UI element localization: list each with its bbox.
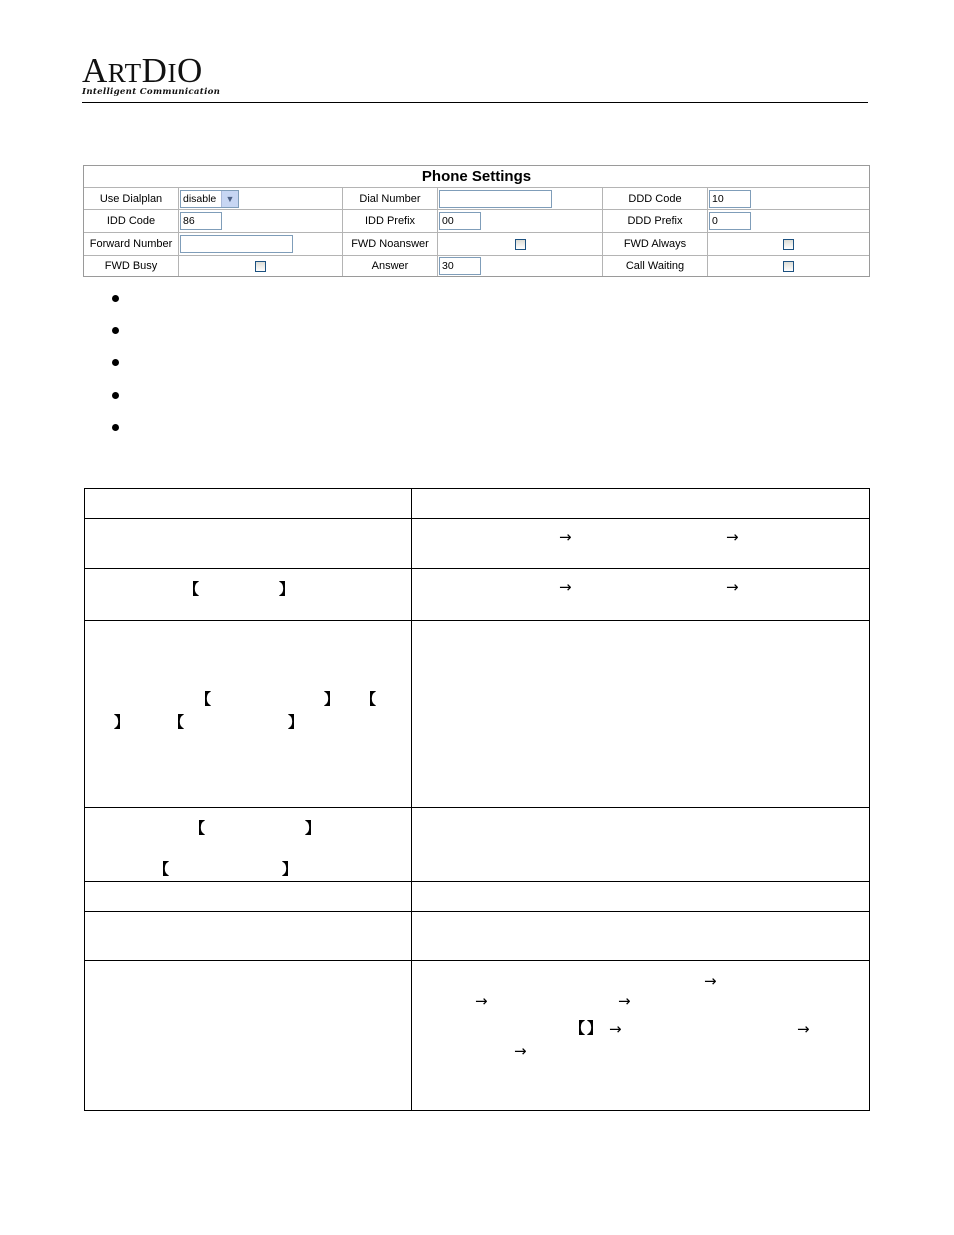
- bullet-point: [112, 359, 119, 366]
- bullet-point: [112, 327, 119, 334]
- right-bracket: 】: [305, 819, 321, 837]
- left-bracket: 【: [154, 860, 170, 878]
- phone-settings-form: [83, 165, 870, 277]
- use-dialplan-select[interactable]: [180, 190, 239, 208]
- artdio-logo: [82, 52, 222, 102]
- left-bracket: 【: [184, 580, 200, 598]
- idd-code-input[interactable]: [180, 212, 222, 230]
- fwd-noanswer-label: FWD Noanswer: [342, 232, 437, 255]
- arrow-right-icon: →: [797, 1020, 810, 1038]
- left-bracket: 【: [169, 713, 185, 731]
- left-bracket: 【: [570, 1019, 586, 1037]
- answer-cell: [437, 255, 602, 276]
- call-waiting-cell: [707, 255, 869, 276]
- arrow-right-icon: →: [726, 528, 739, 546]
- answer-label: Answer: [342, 255, 437, 276]
- table-row-divider: [84, 620, 870, 621]
- arrow-right-icon: →: [514, 1042, 527, 1060]
- call-waiting-checkbox[interactable]: [783, 261, 794, 272]
- fwd-busy-cell: [178, 255, 342, 276]
- table-border-bottom: [84, 1110, 870, 1111]
- right-bracket: 】: [282, 860, 298, 878]
- forward-number-cell: [178, 232, 342, 255]
- phone-settings-title: Phone Settings: [421, 168, 532, 185]
- dial-number-cell: [437, 187, 602, 209]
- idd-prefix-label: IDD Prefix: [342, 209, 437, 232]
- idd-code-label: IDD Code: [84, 209, 178, 232]
- dial-number-label: Dial Number: [342, 187, 437, 209]
- arrow-right-icon: →: [609, 1020, 622, 1038]
- table-border-top: [84, 488, 870, 489]
- table-row-divider: [84, 911, 870, 912]
- table-row-divider: [84, 518, 870, 519]
- left-bracket: 【: [190, 819, 206, 837]
- fwd-always-cell: [707, 232, 869, 255]
- left-bracket: 【: [361, 690, 377, 708]
- arrow-right-icon: →: [618, 992, 631, 1010]
- bullet-point: [112, 424, 119, 431]
- fwd-noanswer-checkbox[interactable]: [515, 239, 526, 250]
- idd-prefix-input[interactable]: [439, 212, 481, 230]
- right-bracket: 】: [324, 690, 340, 708]
- table-row-divider: [84, 881, 870, 882]
- right-bracket: 】: [279, 580, 295, 598]
- table-border-right: [869, 488, 870, 1111]
- ddd-code-input[interactable]: [709, 190, 751, 208]
- use-dialplan-value: disable: [183, 192, 217, 205]
- arrow-right-icon: →: [559, 528, 572, 546]
- left-bracket: 【: [196, 690, 212, 708]
- ddd-code-label: DDD Code: [602, 187, 707, 209]
- table-row-divider: [84, 568, 870, 569]
- header-divider: [82, 102, 868, 103]
- ddd-prefix-input[interactable]: [709, 212, 751, 230]
- right-bracket: 】: [114, 713, 130, 731]
- right-bracket: 】: [587, 1019, 603, 1037]
- call-waiting-label: Call Waiting: [602, 255, 707, 276]
- use-dialplan-label: Use Dialplan: [84, 187, 178, 209]
- table-column-divider: [411, 488, 412, 1111]
- arrow-right-icon: →: [475, 992, 488, 1010]
- table-border-left: [84, 488, 85, 1111]
- fwd-always-label: FWD Always: [602, 232, 707, 255]
- ddd-prefix-cell: [707, 209, 869, 232]
- logo-wordmark: ARTDIO: [82, 51, 203, 90]
- bullet-point: [112, 295, 119, 302]
- logo-tagline: Intelligent Communication: [82, 87, 221, 97]
- answer-input[interactable]: [439, 257, 481, 275]
- idd-code-cell: [178, 209, 342, 232]
- forward-number-label: Forward Number: [84, 232, 178, 255]
- table-row-divider: [84, 960, 870, 961]
- dial-number-input[interactable]: [439, 190, 552, 208]
- ddd-prefix-label: DDD Prefix: [602, 209, 707, 232]
- arrow-right-icon: →: [559, 578, 572, 596]
- description-table: [84, 488, 870, 1111]
- fwd-noanswer-cell: [437, 232, 602, 255]
- idd-prefix-cell: [437, 209, 602, 232]
- use-dialplan-cell: [178, 187, 342, 209]
- right-bracket: 】: [288, 713, 304, 731]
- ddd-code-cell: [707, 187, 869, 209]
- fwd-always-checkbox[interactable]: [783, 239, 794, 250]
- fwd-busy-checkbox[interactable]: [255, 261, 266, 272]
- chevron-down-icon[interactable]: ▼: [221, 191, 238, 207]
- table-row-divider: [84, 807, 870, 808]
- forward-number-input[interactable]: [180, 235, 293, 253]
- arrow-right-icon: →: [726, 578, 739, 596]
- fwd-busy-label: FWD Busy: [84, 255, 178, 276]
- bullet-point: [112, 392, 119, 399]
- arrow-right-icon: →: [704, 972, 717, 990]
